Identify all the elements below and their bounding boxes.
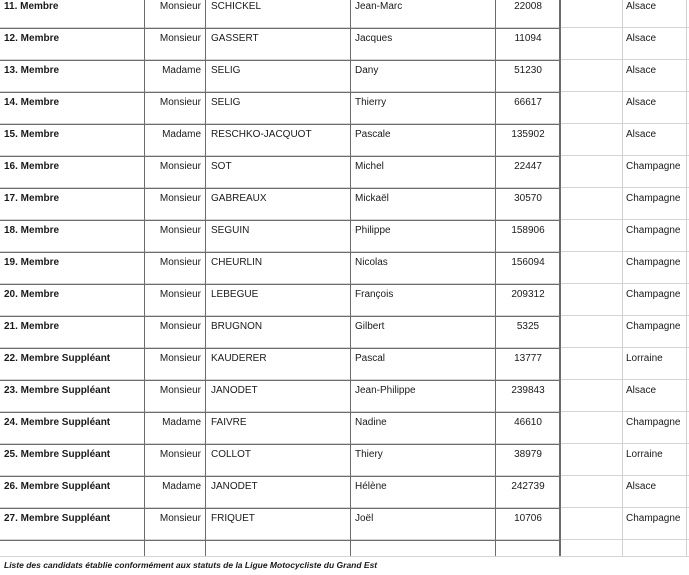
surname-cell: RESCHKO-JACQUOT <box>211 129 312 140</box>
surname-cell: KAUDERER <box>211 353 267 364</box>
region-cell: Champagne <box>626 161 681 172</box>
table-row <box>0 253 689 285</box>
firstname-cell: Nicolas <box>355 257 388 268</box>
surname-cell: SCHICKEL <box>211 1 262 12</box>
surname-cell: JANODET <box>211 481 258 492</box>
civility-cell: Monsieur <box>159 1 201 12</box>
civility-cell: Monsieur <box>159 161 201 172</box>
region-cell: Champagne <box>626 289 681 300</box>
civility-cell: Monsieur <box>159 353 201 364</box>
licence-number-cell: 46610 <box>514 417 542 428</box>
firstname-cell: Philippe <box>355 225 391 236</box>
role-cell: 18. Membre <box>4 225 60 236</box>
firstname-cell: Dany <box>355 65 379 76</box>
region-cell: Alsace <box>626 33 657 44</box>
firstname-cell: Nadine <box>355 417 387 428</box>
surname-cell: SELIG <box>211 97 241 108</box>
surname-cell: SOT <box>211 161 232 172</box>
surname-cell: FAIVRE <box>211 417 247 428</box>
role-cell: 17. Membre <box>4 193 60 204</box>
role-cell: 27. Membre Suppléant <box>4 513 111 524</box>
table-row <box>0 509 689 541</box>
civility-cell: Monsieur <box>159 97 201 108</box>
firstname-cell: Hélène <box>355 481 387 492</box>
region-cell: Champagne <box>626 257 681 268</box>
firstname-cell: Gilbert <box>355 321 385 332</box>
licence-number-cell: 22447 <box>514 161 542 172</box>
surname-cell: GABREAUX <box>211 193 267 204</box>
firstname-cell: Thiery <box>355 449 383 460</box>
licence-number-cell: 51230 <box>514 65 542 76</box>
region-cell: Champagne <box>626 193 681 204</box>
licence-number-cell: 135902 <box>511 129 545 140</box>
region-cell: Alsace <box>626 65 657 76</box>
role-cell: 15. Membre <box>4 129 60 140</box>
surname-cell: BRUGNON <box>211 321 263 332</box>
civility-cell: Monsieur <box>159 385 201 396</box>
region-cell: Champagne <box>626 513 681 524</box>
surname-cell: FRIQUET <box>211 513 255 524</box>
licence-number-cell: 13777 <box>514 353 542 364</box>
role-cell: 26. Membre Suppléant <box>4 481 111 492</box>
licence-number-cell: 30570 <box>514 193 542 204</box>
table-row <box>0 285 689 317</box>
table-row <box>0 93 689 125</box>
role-cell: 16. Membre <box>4 161 60 172</box>
civility-cell: Monsieur <box>159 321 201 332</box>
role-cell: 22. Membre Suppléant <box>4 353 111 364</box>
table-row <box>0 157 689 189</box>
civility-cell: Monsieur <box>159 449 201 460</box>
civility-cell: Madame <box>162 417 201 428</box>
firstname-cell: Jacques <box>355 33 393 44</box>
region-cell: Alsace <box>626 481 657 492</box>
table-row <box>0 61 689 93</box>
table-row <box>0 125 689 157</box>
surname-cell: GASSERT <box>211 33 259 44</box>
firstname-cell: Jean-Marc <box>355 1 403 12</box>
licence-number-cell: 66617 <box>514 97 542 108</box>
civility-cell: Monsieur <box>159 33 201 44</box>
civility-cell: Monsieur <box>159 289 201 300</box>
region-cell: Alsace <box>626 97 657 108</box>
licence-number-cell: 242739 <box>511 481 545 492</box>
table-row <box>0 0 689 29</box>
firstname-cell: François <box>355 289 394 300</box>
grid-line <box>0 556 689 557</box>
firstname-cell: Thierry <box>355 97 387 108</box>
firstname-cell: Mickaël <box>355 193 389 204</box>
licence-number-cell: 11094 <box>514 33 542 44</box>
region-cell: Alsace <box>626 1 657 12</box>
region-cell: Champagne <box>626 225 681 236</box>
role-cell: 19. Membre <box>4 257 60 268</box>
civility-cell: Madame <box>162 129 201 140</box>
role-cell: 13. Membre <box>4 65 60 76</box>
civility-cell: Monsieur <box>159 225 201 236</box>
surname-cell: COLLOT <box>211 449 252 460</box>
table-row <box>0 349 689 381</box>
region-cell: Lorraine <box>626 449 663 460</box>
licence-number-cell: 209312 <box>511 289 545 300</box>
role-cell: 21. Membre <box>4 321 60 332</box>
footer-note: Liste des candidats établie conformément aux statuts de la Ligue Motocycliste du Grand Est <box>4 560 378 570</box>
region-cell: Champagne <box>626 417 681 428</box>
licence-number-cell: 158906 <box>511 225 545 236</box>
surname-cell: JANODET <box>211 385 258 396</box>
role-cell: 12. Membre <box>4 33 60 44</box>
table-row <box>0 29 689 61</box>
licence-number-cell: 38979 <box>514 449 542 460</box>
role-cell: 23. Membre Suppléant <box>4 385 111 396</box>
region-cell: Alsace <box>626 385 657 396</box>
role-cell: 25. Membre Suppléant <box>4 449 111 460</box>
surname-cell: LEBEGUE <box>211 289 259 300</box>
civility-cell: Madame <box>162 65 201 76</box>
firstname-cell: Joël <box>355 513 374 524</box>
civility-cell: Monsieur <box>159 193 201 204</box>
firstname-cell: Michel <box>355 161 384 172</box>
firstname-cell: Jean-Philippe <box>355 385 416 396</box>
table-row <box>0 317 689 349</box>
region-cell: Alsace <box>626 129 657 140</box>
firstname-cell: Pascale <box>355 129 391 140</box>
licence-number-cell: 239843 <box>511 385 545 396</box>
licence-number-cell: 10706 <box>514 513 542 524</box>
region-cell: Champagne <box>626 321 681 332</box>
table-row <box>0 477 689 509</box>
role-cell: 24. Membre Suppléant <box>4 417 111 428</box>
surname-cell: CHEURLIN <box>211 257 263 268</box>
surname-cell: SELIG <box>211 65 241 76</box>
civility-cell: Monsieur <box>159 257 201 268</box>
table-row <box>0 445 689 477</box>
table-row <box>0 221 689 253</box>
table-row <box>0 189 689 221</box>
role-cell: 14. Membre <box>4 97 60 108</box>
civility-cell: Monsieur <box>159 513 201 524</box>
table-row <box>0 381 689 413</box>
region-cell: Lorraine <box>626 353 663 364</box>
table-row <box>0 413 689 445</box>
surname-cell: SEGUIN <box>211 225 250 236</box>
licence-number-cell: 156094 <box>511 257 545 268</box>
civility-cell: Madame <box>162 481 201 492</box>
role-cell: 20. Membre <box>4 289 60 300</box>
licence-number-cell: 22008 <box>514 1 542 12</box>
firstname-cell: Pascal <box>355 353 386 364</box>
licence-number-cell: 5325 <box>516 321 540 332</box>
role-cell: 11. Membre <box>4 1 59 12</box>
